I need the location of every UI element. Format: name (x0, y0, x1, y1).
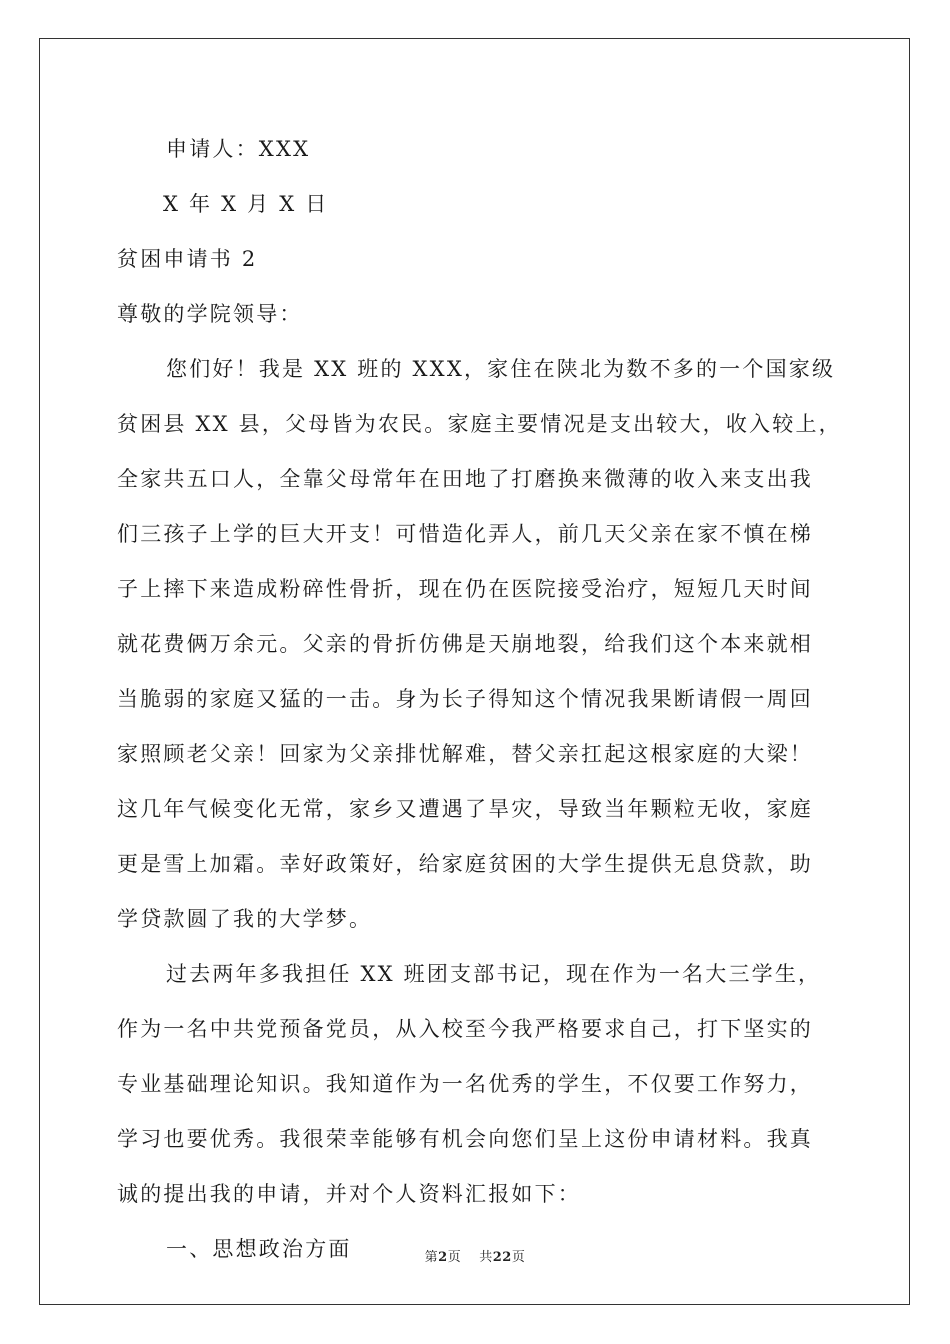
paragraph-line: 过去两年多我担任 XX 班团支部书记，现在作为一名大三学生， (166, 962, 822, 986)
total-suffix: 页 (511, 1250, 526, 1265)
salutation: 尊敬的学院领导： (117, 302, 303, 326)
paragraph-line: 作为一名中共党预备党员，从入校至今我严格要求自己，打下坚实的 (117, 1017, 813, 1041)
paragraph-line: 贫困县 XX 县，父母皆为农民。家庭主要情况是支出较大，收入较上， (117, 412, 842, 436)
applicant-line: 申请人：XXX (166, 137, 311, 161)
paragraph-line: 们三孩子上学的巨大开支！可惜造化弄人，前几天父亲在家不慎在梯 (117, 522, 813, 546)
section-heading: 一、思想政治方面 (166, 1237, 352, 1261)
document-heading: 贫困申请书 2 (117, 247, 258, 271)
paragraph-line: 学贷款圆了我的大学梦。 (117, 907, 373, 931)
paragraph-line: 子上摔下来造成粉碎性骨折，现在仍在医院接受治疗，短短几天时间 (117, 577, 813, 601)
paragraph-line: 更是雪上加霜。幸好政策好，给家庭贫困的大学生提供无息贷款，助 (117, 852, 813, 876)
page-prefix: 第 (424, 1250, 439, 1265)
paragraph-1 (117, 350, 853, 939)
paragraph-line: 这几年气候变化无常，家乡又遭遇了旱灾，导致当年颗粒无收，家庭 (117, 797, 813, 821)
page-number: 2 (438, 1250, 448, 1265)
paragraph-line: 就花费俩万余元。父亲的骨折仿佛是天崩地裂，给我们这个本来就相 (117, 632, 813, 656)
paragraph-line: 学习也要优秀。我很荣幸能够有机会向您们呈上这份申请材料。我真 (117, 1127, 813, 1151)
paragraph-line: 专业基础理论知识。我知道作为一名优秀的学生，不仅要工作努力， (117, 1072, 813, 1096)
page-suffix: 页 (447, 1250, 462, 1265)
total-pages: 22 (492, 1250, 512, 1265)
paragraph-line: 您们好！我是 XX 班的 XXX，家住在陕北为数不多的一个国家级 (166, 357, 836, 381)
paragraph-line: 当脆弱的家庭又猛的一击。身为长子得知这个情况我果断请假一周回 (117, 687, 813, 711)
total-prefix: 共 (479, 1250, 493, 1265)
paragraph-line: 全家共五口人，全靠父母常年在田地了打磨换来微薄的收入来支出我 (117, 467, 813, 491)
date-line: X 年 X 月 X 日 (163, 192, 329, 216)
paragraph-line: 家照顾老父亲！回家为父亲排忧解难，替父亲扛起这根家庭的大梁！ (117, 742, 813, 766)
paragraph-line: 诚的提出我的申请，并对个人资料汇报如下： (117, 1182, 581, 1206)
paragraph-2 (117, 955, 853, 1214)
page-footer (0, 1246, 950, 1265)
document-body (117, 130, 853, 1269)
